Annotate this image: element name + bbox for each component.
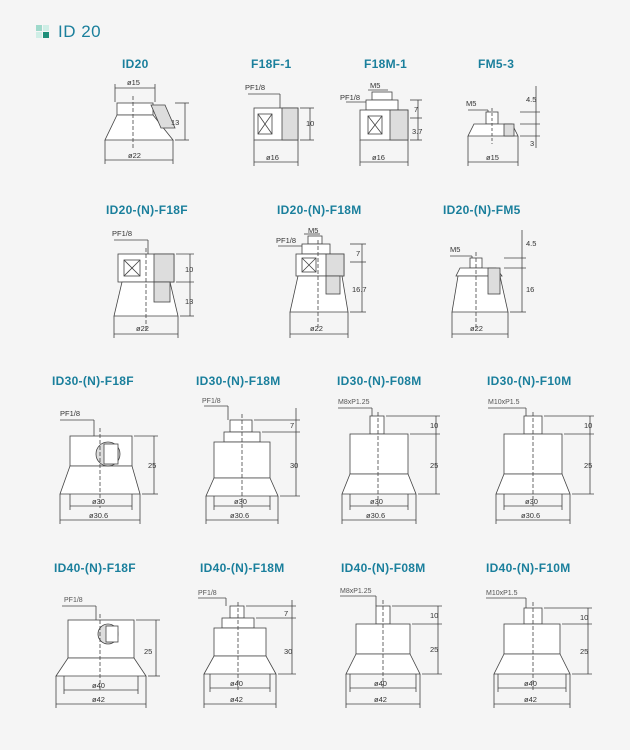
- thread-label: PF1/8: [245, 83, 266, 92]
- dim-d1: ø30: [92, 497, 105, 506]
- dim-h2: 30: [290, 461, 299, 470]
- dim-height: 13: [171, 118, 180, 127]
- part-title-id40-n-f18f: ID40-(N)-F18F: [54, 561, 136, 575]
- thread-label: PF1/8: [340, 93, 361, 102]
- part-title-id30-n-f18f: ID30-(N)-F18F: [52, 374, 134, 388]
- thread-label: PF1/8: [60, 409, 81, 418]
- drawing-id30-n-f18f: [56, 398, 166, 528]
- part-title-id20-n-f18m: ID20-(N)-F18M: [277, 203, 362, 217]
- dim-h2: 25: [430, 645, 439, 654]
- thread-label: PF1/8: [198, 590, 217, 597]
- dim-d1: ø30: [370, 497, 383, 506]
- part-title-f18f-1: F18F-1: [251, 57, 292, 71]
- dim-d1: ø40: [524, 679, 537, 688]
- drawing-id40-n-f18m: [196, 586, 306, 712]
- dim-d-base: ø16: [372, 153, 385, 162]
- dim-d2: ø42: [230, 695, 243, 704]
- dim-height: 10: [306, 119, 315, 128]
- drawing-f18m-1: [338, 78, 428, 170]
- dim-height: 25: [144, 647, 153, 656]
- dim-d-base: ø22: [310, 324, 323, 333]
- thread-label: M10xP1.5: [486, 590, 518, 597]
- dim-d2: ø30.6: [230, 511, 250, 520]
- dim-d1: ø40: [230, 679, 243, 688]
- dim-h2: 30: [284, 647, 293, 656]
- dim-h1: 7: [284, 609, 289, 618]
- drawing-id40-n-f08m: [338, 584, 448, 712]
- dim-d-base: ø22: [128, 151, 141, 160]
- drawing-f18f-1: [240, 78, 320, 170]
- dim-h2: 16: [526, 285, 535, 294]
- dim-d-base: ø15: [486, 153, 499, 162]
- drawing-id40-n-f10m: [484, 586, 599, 712]
- dim-d2: ø30.6: [521, 511, 541, 520]
- drawing-fm5-3: [460, 82, 550, 170]
- page-header: [36, 22, 101, 42]
- dim-d2: ø30.6: [366, 511, 386, 520]
- part-title-id20: ID20: [122, 57, 149, 71]
- thread-label: M5: [450, 245, 461, 254]
- dim-h2: 3.7: [412, 127, 423, 136]
- part-title-id40-n-f08m: ID40-(N)-F08M: [341, 561, 426, 575]
- drawing-id20-n-f18m: [274, 226, 374, 342]
- dim-h1: 4.5: [526, 239, 537, 248]
- thread2-label: M5: [308, 226, 319, 235]
- thread-label: PF1/8: [112, 229, 133, 238]
- dim-h2: 16.7: [352, 285, 367, 294]
- dim-d1: ø30: [525, 497, 538, 506]
- dim-h1: 10: [584, 421, 593, 430]
- part-title-id30-n-f18m: ID30-(N)-F18M: [196, 374, 281, 388]
- dim-h1: 10: [430, 611, 439, 620]
- thread-label: M5: [466, 99, 477, 108]
- thread-label: M8xP1.25: [340, 588, 372, 595]
- dim-h1: 7: [356, 249, 361, 258]
- thread-label: PF1/8: [64, 597, 83, 604]
- dim-h1: 10: [185, 265, 194, 274]
- dim-d-base: ø22: [136, 324, 149, 333]
- drawing-id30-n-f18m: [200, 394, 310, 528]
- dim-d1: ø40: [92, 681, 105, 690]
- dim-d-base: ø16: [266, 153, 279, 162]
- part-title-f18m-1: F18M-1: [364, 57, 408, 71]
- drawing-id20: [95, 78, 200, 170]
- dim-h2: 13: [185, 297, 194, 306]
- dim-h2: 25: [584, 461, 593, 470]
- part-title-id20-n-f18f: ID20-(N)-F18F: [106, 203, 188, 217]
- dim-d1: ø40: [374, 679, 387, 688]
- page-title: ID 20: [58, 22, 102, 41]
- dim-h2: 25: [430, 461, 439, 470]
- part-title-id40-n-f18m: ID40-(N)-F18M: [200, 561, 285, 575]
- dim-d2: ø42: [524, 695, 537, 704]
- part-title-id30-n-f08m: ID30-(N)-F08M: [337, 374, 422, 388]
- dim-h1: 10: [580, 613, 589, 622]
- thread-label: PF1/8: [276, 236, 297, 245]
- header-squares-icon: [36, 25, 50, 39]
- dim-h1: 10: [430, 421, 439, 430]
- dim-d2: ø30.6: [89, 511, 109, 520]
- drawing-id30-n-f08m: [336, 394, 446, 528]
- dim-h1: 7: [290, 421, 295, 430]
- dim-d-base: ø22: [470, 324, 483, 333]
- dim-d2: ø42: [374, 695, 387, 704]
- dim-h2: 3: [530, 139, 535, 148]
- thread-label: M8xP1.25: [338, 399, 370, 406]
- thread-label: M10xP1.5: [488, 399, 520, 406]
- dim-h1: 4.5: [526, 95, 537, 104]
- part-title-id30-n-f10m: ID30-(N)-F10M: [487, 374, 572, 388]
- drawing-id20-n-f18f: [108, 226, 208, 342]
- dim-h1: 7: [414, 105, 419, 114]
- drawing-id40-n-f18f: [56, 590, 166, 712]
- dim-d2: ø42: [92, 695, 105, 704]
- part-title-fm5-3: FM5-3: [478, 57, 515, 71]
- drawing-id30-n-f10m: [486, 394, 601, 528]
- dim-d1: ø30: [234, 497, 247, 506]
- part-title-id40-n-f10m: ID40-(N)-F10M: [486, 561, 571, 575]
- thread-label: PF1/8: [202, 398, 221, 405]
- dim-d-top: ø15: [127, 78, 140, 87]
- thread2-label: M5: [370, 81, 381, 90]
- dim-h2: 25: [580, 647, 589, 656]
- part-title-id20-n-fm5: ID20-(N)-FM5: [443, 203, 521, 217]
- dim-height: 25: [148, 461, 157, 470]
- drawing-id20-n-fm5: [446, 226, 546, 342]
